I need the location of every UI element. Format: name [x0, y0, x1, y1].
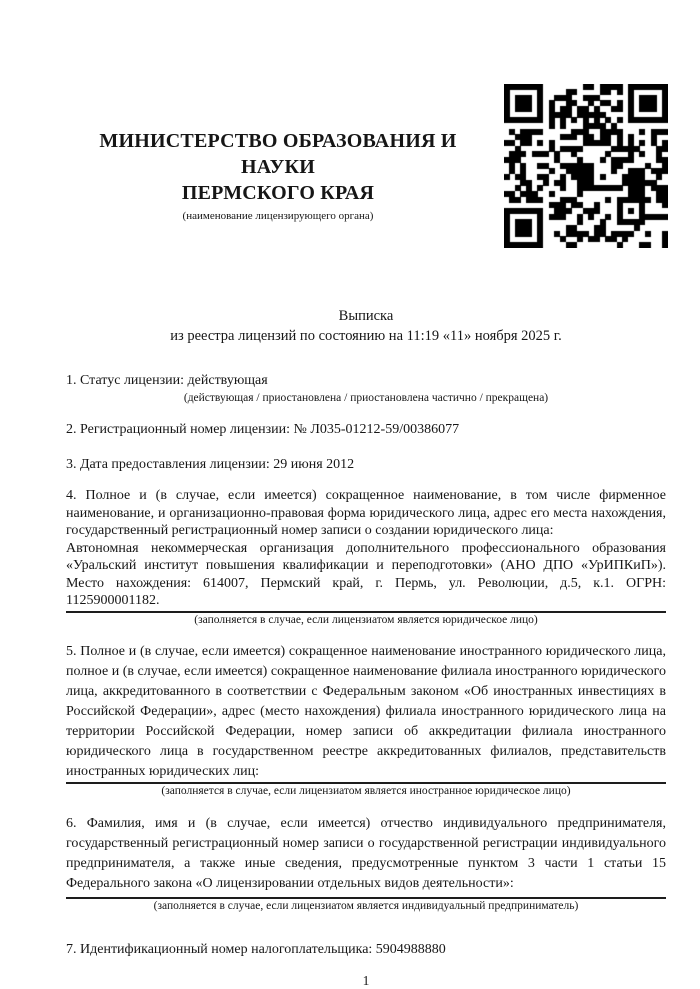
item-3-license-date [66, 455, 666, 475]
ministry-name-line1: МИНИСТЕРСТВО ОБРАЗОВАНИЯ И НАУКИ [99, 130, 457, 178]
item-5-question: 5. Полное и (в случае, если имеется) сокращенное наименование иностранного юридического лица, полное и (в случае, если имеется) сокращенное наименование филиала иностранного юридического лица, аккредитованного в соответствии с Федеральным законом «Об иностранных инвестициях в Российской Федерации», адрес (место нахождения) филиала иностранного юридического лица на территории Российской Федерации, номер записи об аккредитации филиала иностранного юридического лица в государственном реестре аккредитованных филиалов, представительств иностранных юридических лиц: [66, 643, 666, 779]
document-body [0, 306, 700, 989]
document-title-line2: из реестра лицензий по состоянию на 11:19 «11» ноября 2025 г. [170, 328, 562, 344]
item-1-text: 1. Статус лицензии: действующая [66, 373, 268, 388]
item-6-question: 6. Фамилия, имя и (в случае, если имеется) отчество индивидуального предпринимателя, государственный регистрационный номер записи о государственной регистрации индивидуального предпринимателя, а также иные сведения, предусмотренные пунктом 3 части 1 статьи 15 Федерального закона «О лицензировании отдельных видов деятельности»: [66, 815, 666, 891]
item-2-text: 2. Регистрационный номер лицензии: № Л035-01212-59/00386077 [66, 422, 460, 437]
licensing-authority-header [66, 128, 490, 223]
item-4-legal-entity [66, 487, 666, 628]
document-header [0, 0, 700, 248]
item-4-question: 4. Полное и (в случае, если имеется) сокращенное наименование, в том числе фирменное наименование, и организационно-правовая форма юридического лица, адрес его места нахождения, государственный регистрационный номер записи о создании юридического лица: [66, 488, 666, 538]
document-title [66, 306, 666, 346]
item-4-answer: Автономная некоммерческая организация дополнительного профессионального образования «Уральский институт повышения квалификации и переподготовки» (АНО ДПО «УрИПКиП»). Место нахождения: 614007, Пермский край, г. Пермь, ул. Революции, д.5, к.1. ОГРН: 1125900001182. [66, 540, 666, 608]
item-6-caption: (заполняется в случае, если лицензиатом является индивидуальный предприниматель) [153, 899, 579, 912]
item-3-text: 3. Дата предоставления лицензии: 29 июня 2012 [66, 457, 355, 472]
item-7-text: 7. Идентификационный номер налогоплательщика: 5904988880 [66, 941, 446, 957]
item-5-caption: (заполняется в случае, если лицензиатом является иностранное юридическое лицо) [161, 784, 571, 797]
item-7-taxpayer-number [66, 940, 666, 960]
item-4-caption: (заполняется в случае, если лицензиатом является юридическое лицо) [194, 613, 538, 626]
item-1-license-status [66, 371, 666, 406]
item-2-registration-number [66, 420, 666, 440]
item-6-individual-entrepreneur [66, 814, 666, 914]
licensing-authority-caption: (наименование лицензирующего органа) [182, 210, 374, 222]
qr-code [504, 84, 668, 248]
page-number: 1 [362, 972, 370, 988]
ministry-name-line2: ПЕРМСКОГО КРАЯ [181, 182, 375, 204]
qr-code-image [504, 84, 668, 248]
item-5-foreign-entity [66, 642, 666, 799]
item-1-caption: (действующая / приостановлена / приостановлена частично / прекращена) [183, 392, 549, 404]
document-title-line1: Выписка [338, 308, 394, 324]
